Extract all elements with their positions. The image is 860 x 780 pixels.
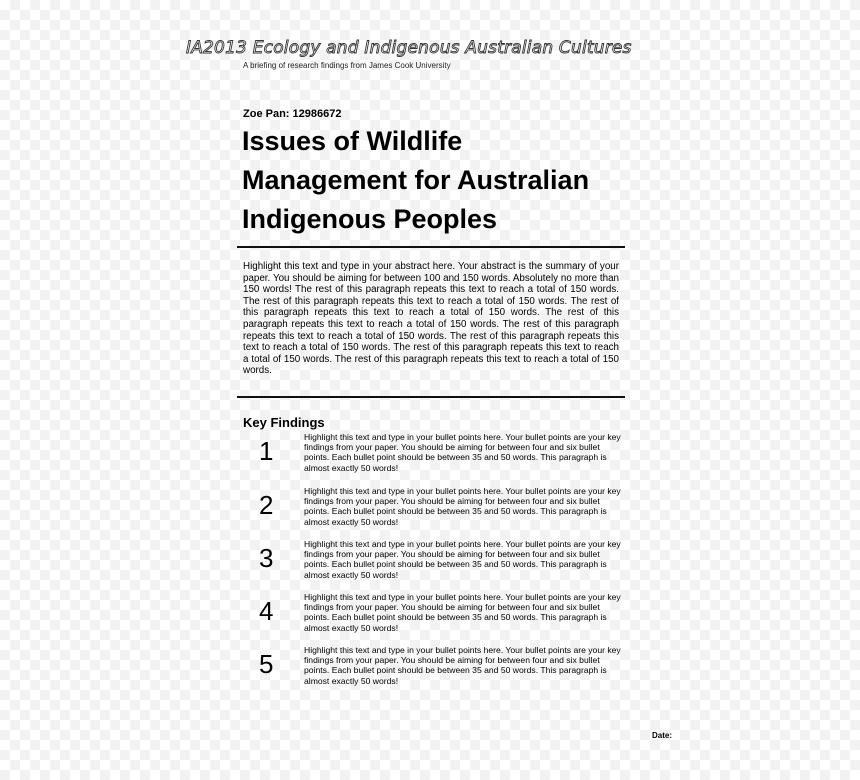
finding-item xyxy=(0,486,860,530)
finding-number: 3 xyxy=(259,543,274,573)
finding-number: 2 xyxy=(259,490,274,520)
finding-number: 1 xyxy=(259,436,274,466)
author-line: Zoe Pan: 12986672 xyxy=(243,108,342,120)
finding-text: Highlight this text and type in your bullet points here. Your bullet points are your key findings from your paper. You should be aiming for between four and six bullet points. Each bullet point should be between 35 and 50 words. This paragraph is almost exactly 50 words! xyxy=(304,592,621,633)
finding-item xyxy=(0,645,860,689)
key-findings-heading: Key Findings xyxy=(243,415,325,430)
finding-number: 5 xyxy=(259,649,274,679)
date-label: Date: xyxy=(652,731,673,740)
finding-number: 4 xyxy=(259,596,274,626)
abstract-paragraph: Highlight this text and type in your abstract here. Your abstract is the summary of your paper. You should be aiming for between 100 and 150 words. Absolutely no more than 150 words! The rest of this paragraph repeats this text to reach a total of 150 words. The rest of this paragraph repeats this text to reach a total of 150 words. The rest of this paragraph repeats this text to reach a total of 150 words. The rest of this paragraph repeats this text to reach a total of 150 words. The rest of this paragraph repeats this text to reach a total of 150 words. The rest of this paragraph repeats this text to reach a total of 150 words. The rest of this paragraph repeats this text to reach a total of 150 words. The rest of this paragraph repeats this text to reach a total of 150 words. xyxy=(243,261,619,377)
abstract-divider xyxy=(237,396,625,398)
page-title: Issues of Wildlife Management for Australian Indigenous Peoples xyxy=(242,126,590,234)
finding-item xyxy=(0,592,860,636)
finding-item xyxy=(0,432,860,476)
series-subtitle: A briefing of research findings from James Cook University xyxy=(243,61,451,70)
series-title: IA2013 Ecology and Indigenous Australian Cultures xyxy=(186,38,632,58)
finding-text: Highlight this text and type in your bullet points here. Your bullet points are your key findings from your paper. You should be aiming for between four and six bullet points. Each bullet point should be between 35 and 50 words. This paragraph is almost exactly 50 words! xyxy=(304,432,621,473)
title-divider xyxy=(237,246,625,248)
finding-text: Highlight this text and type in your bullet points here. Your bullet points are your key findings from your paper. You should be aiming for between four and six bullet points. Each bullet point should be between 35 and 50 words. This paragraph is almost exactly 50 words! xyxy=(304,539,621,580)
finding-item xyxy=(0,539,860,583)
finding-text: Highlight this text and type in your bullet points here. Your bullet points are your key findings from your paper. You should be aiming for between four and six bullet points. Each bullet point should be between 35 and 50 words. This paragraph is almost exactly 50 words! xyxy=(304,645,621,686)
finding-text: Highlight this text and type in your bullet points here. Your bullet points are your key findings from your paper. You should be aiming for between four and six bullet points. Each bullet point should be between 35 and 50 words. This paragraph is almost exactly 50 words! xyxy=(304,486,621,527)
